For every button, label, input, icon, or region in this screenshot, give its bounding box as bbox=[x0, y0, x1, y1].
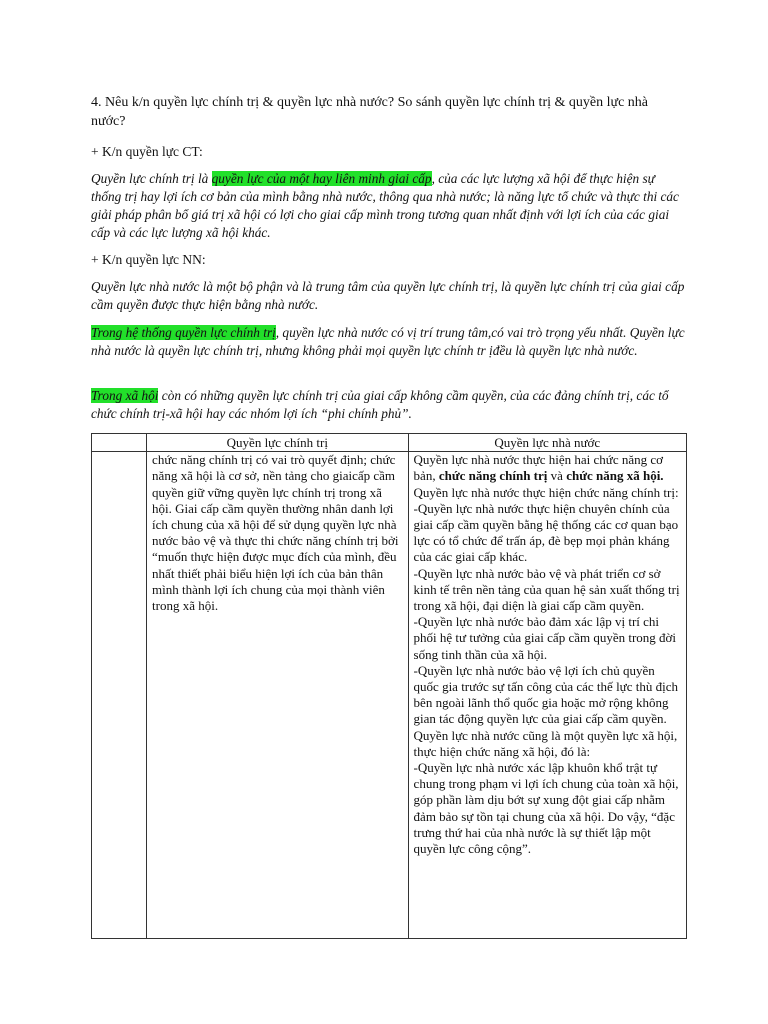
state-power-line: -Quyền lực nhà nước bảo vệ và phát triển cơ sở kinh tế trên nền tảng của quan hệ sản xuất thống trị trong xã hội, đại diện là giai cấp cầm quyền. bbox=[413, 565, 680, 614]
header-empty bbox=[92, 434, 147, 452]
question-heading: 4. Nêu k/n quyền lực chính trị & quyền lực nhà nước? So sánh quyền lực chính trị & quyền lực nhà nước? bbox=[91, 95, 648, 129]
cell-state-power bbox=[408, 452, 686, 939]
para-society bbox=[91, 387, 687, 423]
and-text: và bbox=[547, 468, 567, 484]
state-power-line: -Quyền lực nhà nước thực hiện chuyên chính của giai cấp cầm quyền bằng hệ thống các cơ quan bạo lực có tổ chức để trấn áp, đè bẹp mọi phản kháng của các giai cấp khác. bbox=[413, 500, 679, 565]
para-political-power-definition bbox=[91, 170, 687, 242]
header-state-power: Quyền lực nhà nước bbox=[408, 434, 686, 452]
label-state-power: + K/n quyền lực NN: bbox=[91, 252, 206, 267]
comparison-table bbox=[91, 433, 687, 939]
state-power-line: Quyền lực nhà nước cũng là một quyền lực xã hội, thực hiện chức năng xã hội, đó là: bbox=[413, 727, 678, 759]
bold-political-function: chức năng chính trị bbox=[438, 468, 548, 484]
intro-text: Quyền lực nhà nước thực hiện hai chức năng cơ bản, bbox=[413, 452, 664, 484]
highlight-society: Trong xã hội bbox=[91, 388, 159, 403]
para-system-post: , quyền lực nhà nước có vị trí trung tâm,có vai trò trọng yếu nhất. Quyền lực nhà nước là quyền lực chính trị, nhưng không phải mọi quyền lực chính tr ịđều là quyền lực nhà nước. bbox=[91, 325, 685, 358]
table-header-row bbox=[92, 434, 687, 452]
para-ct-post: , của các lực lượng xã hội để thực hiện sự thống trị hay lợi ích cơ bản của mình bằng nhà nước, thông qua nhà nước; là năng lực tổ chức và thực thi các giải pháp phân bổ giá trị xã hội có lợi cho giai cấp mình trong tương quan nhất định với lợi ích của các giai cấp và các lực lượng xã hội khác. bbox=[91, 171, 679, 240]
cell-political-power: chức năng chính trị có vai trò quyết định; chức năng xã hội là cơ sở, nền tảng cho giaicấp cầm quyền giữ vững quyền lực chính trị trong xã hội. Giai cấp cầm quyền thường nhân danh lợi ích chung của xã hội để sử dụng quyền lực nhà nước bảo vệ và thực thi chức năng chính trị bởi “muốn thực hiện được mục đích của mình, đều nhất thiết phải biểu hiện lợi ích của bản thân mình thành lợi ích chung của mọi thành viên trong xã hội. bbox=[147, 452, 409, 939]
state-power-line: -Quyền lực nhà nước bảo đảm xác lập vị trí chi phối hệ tư tưởng của giai cấp cầm quyền trong đời sống tinh thần của xã hội. bbox=[413, 614, 677, 662]
para-power-system bbox=[91, 324, 687, 360]
state-power-line: -Quyền lực nhà nước bảo vệ lợi ích chủ quyền quốc gia trước sự tấn công của các thế lực thù địch bên ngoài lãnh thổ quốc gia hoặc mở rộng không gian tác động quyền lực của giai cấp cầm quyền. bbox=[413, 662, 678, 727]
cell-empty bbox=[92, 452, 147, 939]
highlight-system: Trong hệ thống quyền lực chính trị bbox=[91, 325, 276, 340]
state-power-line: -Quyền lực nhà nước xác lập khuôn khổ trật tự chung trong phạm vi lợi ích chung của toàn xã hội, góp phần làm dịu bớt sự xung đột giai cấp nhằm đảm bảo sự tồn tại chung của xã hội. Do vậy, “đặc trưng thứ hai của nhà nước là sự thiết lập một quyền lực công cộng”. bbox=[413, 760, 679, 857]
bold-social-function: chức năng xã hội. bbox=[566, 468, 664, 484]
header-political-power: Quyền lực chính trị bbox=[147, 434, 409, 452]
label-political-power: + K/n quyền lực CT: bbox=[91, 144, 203, 159]
para-society-post: còn có những quyền lực chính trị của giai cấp không cầm quyền, của các đảng chính trị, các tổ chức chính trị-xã hội hay các nhóm lợi ích “phi chính phủ”. bbox=[91, 388, 669, 421]
highlight-ct: quyền lực của một hay liên minh giai cấp bbox=[211, 171, 432, 186]
state-power-line: Quyền lực nhà nước thực hiện chức năng chính trị: bbox=[413, 484, 679, 500]
table-row bbox=[92, 452, 687, 939]
para-ct-pre: Quyền lực chính trị là bbox=[91, 171, 212, 186]
para-state-power-definition: Quyền lực nhà nước là một bộ phận và là trung tâm của quyền lực chính trị, là quyền lực chính trị của giai cấp cầm quyền được thực hiện bằng nhà nước. bbox=[91, 279, 685, 312]
state-power-intro bbox=[414, 452, 664, 483]
